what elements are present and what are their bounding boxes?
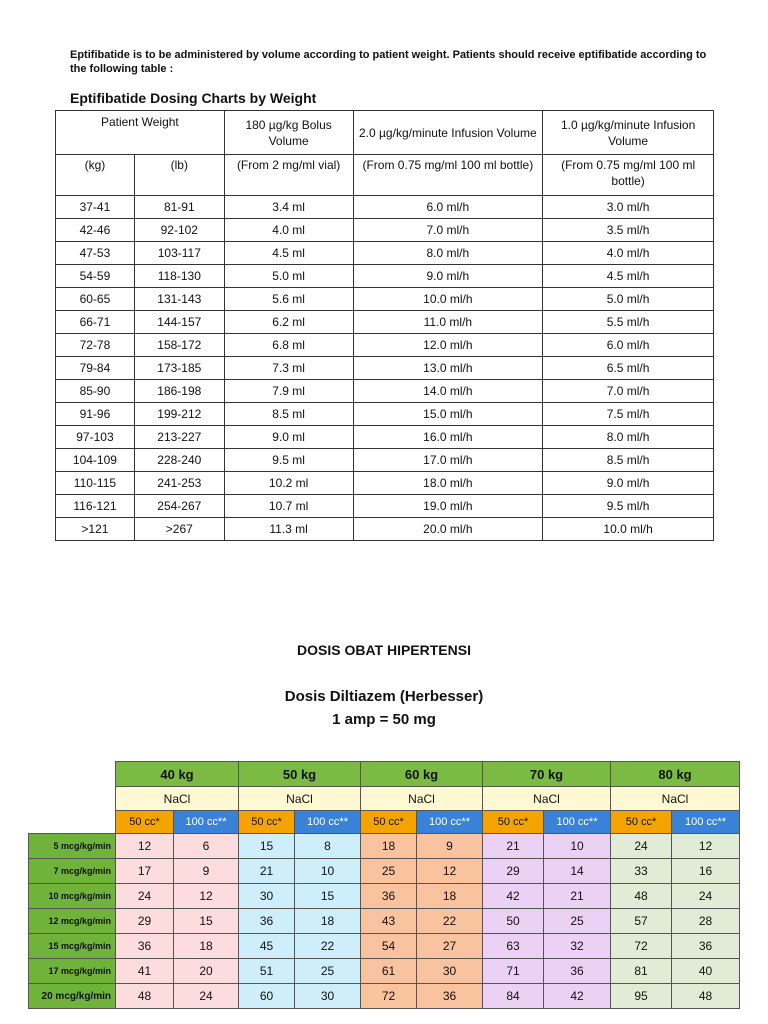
- weight-kg-cell: 54-59: [56, 265, 135, 288]
- weight-80: 80 kg: [611, 762, 740, 787]
- diltiazem-title: Dosis Diltiazem (Herbesser): [284, 688, 484, 705]
- nacl-label: NaCl: [611, 787, 740, 811]
- volume-50cc: 50 cc*: [361, 811, 417, 834]
- weight-lb-cell: 241-253: [134, 472, 224, 495]
- infusion-1-volume-cell: 10.0 ml/h: [543, 518, 714, 541]
- blank-cell: [29, 762, 116, 787]
- dose-value-cell: 12: [417, 859, 483, 884]
- dose-value-cell: 15: [174, 909, 239, 934]
- weight-lb-cell: 213-227: [134, 426, 224, 449]
- dose-row: [29, 884, 740, 909]
- nacl-header-row: [29, 787, 740, 811]
- weight-lb-cell: 186-198: [134, 380, 224, 403]
- dose-value-cell: 63: [483, 934, 544, 959]
- infusion-1-volume-cell: 5.0 ml/h: [543, 288, 714, 311]
- dose-value-cell: 21: [483, 834, 544, 859]
- dose-value-cell: 10: [544, 834, 611, 859]
- infusion-1-volume-cell: 8.0 ml/h: [543, 426, 714, 449]
- dose-value-cell: 17: [116, 859, 174, 884]
- weight-lb-cell: 81-91: [134, 196, 224, 219]
- dose-value-cell: 36: [417, 984, 483, 1009]
- weight-lb-cell: 118-130: [134, 265, 224, 288]
- eptifibatide-table-title: Eptifibatide Dosing Charts by Weight: [70, 90, 317, 106]
- dose-value-cell: 33: [611, 859, 672, 884]
- infusion-2-volume-cell: 20.0 ml/h: [353, 518, 543, 541]
- bolus-volume-cell: 5.6 ml: [224, 288, 353, 311]
- infusion-2-volume-cell: 7.0 ml/h: [353, 219, 543, 242]
- bolus-volume-cell: 10.2 ml: [224, 472, 353, 495]
- dose-value-cell: 9: [417, 834, 483, 859]
- infusion-2-volume-cell: 13.0 ml/h: [353, 357, 543, 380]
- infusion-2-volume-cell: 16.0 ml/h: [353, 426, 543, 449]
- table-row: [56, 403, 714, 426]
- dose-value-cell: 29: [116, 909, 174, 934]
- table-subheader-row: [56, 155, 714, 196]
- table-row: [56, 196, 714, 219]
- dose-value-cell: 48: [672, 984, 740, 1009]
- infusion-1-volume-cell: 3.5 ml/h: [543, 219, 714, 242]
- weight-kg-cell: 79-84: [56, 357, 135, 380]
- infusion-1-volume-cell: 7.5 ml/h: [543, 403, 714, 426]
- dose-value-cell: 28: [672, 909, 740, 934]
- volume-50cc: 50 cc*: [611, 811, 672, 834]
- table-row: [56, 311, 714, 334]
- infusion-1-volume-cell: 4.5 ml/h: [543, 265, 714, 288]
- header-infusion-2: 2.0 µg/kg/minute Infusion Volume: [353, 111, 543, 155]
- table-row: [56, 265, 714, 288]
- dose-rate-label: 10 mcg/kg/min: [29, 884, 116, 909]
- weight-60: 60 kg: [361, 762, 483, 787]
- infusion-1-volume-cell: 6.5 ml/h: [543, 357, 714, 380]
- infusion-2-volume-cell: 15.0 ml/h: [353, 403, 543, 426]
- weight-kg-cell: 104-109: [56, 449, 135, 472]
- bolus-volume-cell: 7.9 ml: [224, 380, 353, 403]
- infusion-2-volume-cell: 8.0 ml/h: [353, 242, 543, 265]
- dose-value-cell: 48: [116, 984, 174, 1009]
- infusion-1-volume-cell: 3.0 ml/h: [543, 196, 714, 219]
- dose-row: [29, 959, 740, 984]
- intro-text: Eptifibatide is to be administered by volume according to patient weight. Patients should receive eptifibatide according to the following table :: [70, 49, 707, 75]
- dose-value-cell: 15: [295, 884, 361, 909]
- weight-lb-cell: 199-212: [134, 403, 224, 426]
- bolus-volume-cell: 11.3 ml: [224, 518, 353, 541]
- bolus-volume-cell: 6.2 ml: [224, 311, 353, 334]
- dose-value-cell: 25: [361, 859, 417, 884]
- weight-kg-cell: 91-96: [56, 403, 135, 426]
- infusion-2-volume-cell: 10.0 ml/h: [353, 288, 543, 311]
- weight-kg-cell: >121: [56, 518, 135, 541]
- infusion-1-volume-cell: 6.0 ml/h: [543, 334, 714, 357]
- bolus-volume-cell: 3.4 ml: [224, 196, 353, 219]
- weight-lb-cell: 228-240: [134, 449, 224, 472]
- dose-value-cell: 48: [611, 884, 672, 909]
- dose-value-cell: 12: [672, 834, 740, 859]
- dose-value-cell: 54: [361, 934, 417, 959]
- dose-value-cell: 36: [672, 934, 740, 959]
- volume-100cc: 100 cc**: [417, 811, 483, 834]
- dose-value-cell: 20: [174, 959, 239, 984]
- infusion-1-volume-cell: 5.5 ml/h: [543, 311, 714, 334]
- dose-rate-label: 20 mcg/kg/min: [29, 984, 116, 1009]
- bolus-volume-cell: 7.3 ml: [224, 357, 353, 380]
- weight-40: 40 kg: [116, 762, 239, 787]
- dose-value-cell: 24: [672, 884, 740, 909]
- dose-value-cell: 95: [611, 984, 672, 1009]
- header-patient-weight: Patient Weight: [56, 111, 225, 155]
- dose-rate-label: 5 mcg/kg/min: [29, 834, 116, 859]
- volume-100cc: 100 cc**: [295, 811, 361, 834]
- weight-lb-cell: 144-157: [134, 311, 224, 334]
- weight-lb-cell: 173-185: [134, 357, 224, 380]
- blank-cell: [29, 787, 116, 811]
- infusion-1-volume-cell: 9.0 ml/h: [543, 472, 714, 495]
- weight-50: 50 kg: [239, 762, 361, 787]
- bolus-volume-cell: 8.5 ml: [224, 403, 353, 426]
- bolus-volume-cell: 9.0 ml: [224, 426, 353, 449]
- table-row: [56, 518, 714, 541]
- volume-50cc: 50 cc*: [116, 811, 174, 834]
- bolus-volume-cell: 5.0 ml: [224, 265, 353, 288]
- weight-kg-cell: 72-78: [56, 334, 135, 357]
- dose-value-cell: 22: [417, 909, 483, 934]
- weight-lb-cell: 103-117: [134, 242, 224, 265]
- dose-value-cell: 30: [417, 959, 483, 984]
- bolus-volume-cell: 10.7 ml: [224, 495, 353, 518]
- infusion-1-volume-cell: 9.5 ml/h: [543, 495, 714, 518]
- nacl-label: NaCl: [361, 787, 483, 811]
- table-row: [56, 334, 714, 357]
- table-row: [56, 357, 714, 380]
- dose-value-cell: 16: [672, 859, 740, 884]
- dose-value-cell: 18: [295, 909, 361, 934]
- dose-value-cell: 60: [239, 984, 295, 1009]
- dose-value-cell: 61: [361, 959, 417, 984]
- table-row: [56, 380, 714, 403]
- dose-value-cell: 18: [361, 834, 417, 859]
- weight-kg-cell: 37-41: [56, 196, 135, 219]
- dose-value-cell: 41: [116, 959, 174, 984]
- table-header-row: [56, 111, 714, 155]
- volume-100cc: 100 cc**: [544, 811, 611, 834]
- infusion-2-volume-cell: 14.0 ml/h: [353, 380, 543, 403]
- dose-value-cell: 45: [239, 934, 295, 959]
- weight-kg-cell: 116-121: [56, 495, 135, 518]
- infusion-1-volume-cell: 4.0 ml/h: [543, 242, 714, 265]
- table-row: [56, 242, 714, 265]
- dose-value-cell: 24: [116, 884, 174, 909]
- bolus-volume-cell: 9.5 ml: [224, 449, 353, 472]
- dose-value-cell: 36: [544, 959, 611, 984]
- dose-value-cell: 42: [544, 984, 611, 1009]
- volume-50cc: 50 cc*: [483, 811, 544, 834]
- table-row: [56, 449, 714, 472]
- dose-rate-label: 17 mcg/kg/min: [29, 959, 116, 984]
- subheader-infusion-1: (From 0.75 mg/ml 100 ml bottle): [543, 155, 714, 196]
- dose-rate-label: 12 mcg/kg/min: [29, 909, 116, 934]
- dose-value-cell: 15: [239, 834, 295, 859]
- dose-value-cell: 84: [483, 984, 544, 1009]
- dose-value-cell: 18: [417, 884, 483, 909]
- dose-value-cell: 9: [174, 859, 239, 884]
- dose-value-cell: 51: [239, 959, 295, 984]
- dose-value-cell: 25: [544, 909, 611, 934]
- infusion-2-volume-cell: 18.0 ml/h: [353, 472, 543, 495]
- dose-value-cell: 12: [116, 834, 174, 859]
- dose-value-cell: 14: [544, 859, 611, 884]
- table-row: [56, 288, 714, 311]
- dose-row: [29, 859, 740, 884]
- dose-value-cell: 10: [295, 859, 361, 884]
- weight-header-row: [29, 762, 740, 787]
- dose-value-cell: 81: [611, 959, 672, 984]
- nacl-label: NaCl: [116, 787, 239, 811]
- dose-value-cell: 18: [174, 934, 239, 959]
- weight-kg-cell: 66-71: [56, 311, 135, 334]
- dose-row: [29, 934, 740, 959]
- dose-value-cell: 6: [174, 834, 239, 859]
- dose-value-cell: 36: [361, 884, 417, 909]
- dose-row: [29, 909, 740, 934]
- dose-row: [29, 834, 740, 859]
- diltiazem-dosing-table: [28, 761, 740, 1009]
- section-title: DOSIS OBAT HIPERTENSI: [297, 642, 471, 658]
- dose-rate-label: 15 mcg/kg/min: [29, 934, 116, 959]
- table-row: [56, 472, 714, 495]
- subheader-kg: (kg): [56, 155, 135, 196]
- dose-value-cell: 71: [483, 959, 544, 984]
- dose-value-cell: 50: [483, 909, 544, 934]
- bolus-volume-cell: 4.0 ml: [224, 219, 353, 242]
- dose-value-cell: 57: [611, 909, 672, 934]
- weight-kg-cell: 42-46: [56, 219, 135, 242]
- dose-value-cell: 22: [295, 934, 361, 959]
- header-infusion-1: 1.0 µg/kg/minute Infusion Volume: [543, 111, 714, 155]
- dose-value-cell: 42: [483, 884, 544, 909]
- bolus-volume-cell: 6.8 ml: [224, 334, 353, 357]
- weight-lb-cell: >267: [134, 518, 224, 541]
- infusion-2-volume-cell: 17.0 ml/h: [353, 449, 543, 472]
- weight-kg-cell: 97-103: [56, 426, 135, 449]
- volume-50cc: 50 cc*: [239, 811, 295, 834]
- infusion-2-volume-cell: 6.0 ml/h: [353, 196, 543, 219]
- table-row: [56, 495, 714, 518]
- dose-value-cell: 43: [361, 909, 417, 934]
- infusion-1-volume-cell: 8.5 ml/h: [543, 449, 714, 472]
- subheader-infusion-2: (From 0.75 mg/ml 100 ml bottle): [353, 155, 543, 196]
- weight-lb-cell: 131-143: [134, 288, 224, 311]
- bolus-volume-cell: 4.5 ml: [224, 242, 353, 265]
- subheader-lb: (lb): [134, 155, 224, 196]
- volume-100cc: 100 cc**: [672, 811, 740, 834]
- dose-value-cell: 21: [239, 859, 295, 884]
- weight-lb-cell: 92-102: [134, 219, 224, 242]
- dose-value-cell: 25: [295, 959, 361, 984]
- eptifibatide-dosing-table: [55, 110, 714, 541]
- dose-rate-label: 7 mcg/kg/min: [29, 859, 116, 884]
- dose-value-cell: 36: [116, 934, 174, 959]
- weight-lb-cell: 158-172: [134, 334, 224, 357]
- header-bolus: 180 µg/kg Bolus Volume: [224, 111, 353, 155]
- infusion-2-volume-cell: 11.0 ml/h: [353, 311, 543, 334]
- nacl-label: NaCl: [239, 787, 361, 811]
- weight-70: 70 kg: [483, 762, 611, 787]
- nacl-label: NaCl: [483, 787, 611, 811]
- dose-value-cell: 32: [544, 934, 611, 959]
- volume-header-row: [29, 811, 740, 834]
- subheader-bolus: (From 2 mg/ml vial): [224, 155, 353, 196]
- dose-value-cell: 72: [361, 984, 417, 1009]
- dose-value-cell: 40: [672, 959, 740, 984]
- infusion-2-volume-cell: 9.0 ml/h: [353, 265, 543, 288]
- dose-value-cell: 72: [611, 934, 672, 959]
- dose-row: [29, 984, 740, 1009]
- dose-value-cell: 21: [544, 884, 611, 909]
- weight-kg-cell: 60-65: [56, 288, 135, 311]
- infusion-1-volume-cell: 7.0 ml/h: [543, 380, 714, 403]
- dose-value-cell: 36: [239, 909, 295, 934]
- infusion-2-volume-cell: 12.0 ml/h: [353, 334, 543, 357]
- dose-value-cell: 24: [611, 834, 672, 859]
- dose-value-cell: 27: [417, 934, 483, 959]
- table-row: [56, 219, 714, 242]
- volume-100cc: 100 cc**: [174, 811, 239, 834]
- weight-kg-cell: 85-90: [56, 380, 135, 403]
- table-row: [56, 426, 714, 449]
- dose-value-cell: 12: [174, 884, 239, 909]
- dose-value-cell: 30: [295, 984, 361, 1009]
- dose-value-cell: 30: [239, 884, 295, 909]
- blank-cell: [29, 811, 116, 834]
- dose-value-cell: 24: [174, 984, 239, 1009]
- infusion-2-volume-cell: 19.0 ml/h: [353, 495, 543, 518]
- ampoule-note: 1 amp = 50 mg: [332, 711, 436, 728]
- dose-value-cell: 29: [483, 859, 544, 884]
- weight-lb-cell: 254-267: [134, 495, 224, 518]
- dose-value-cell: 8: [295, 834, 361, 859]
- weight-kg-cell: 110-115: [56, 472, 135, 495]
- weight-kg-cell: 47-53: [56, 242, 135, 265]
